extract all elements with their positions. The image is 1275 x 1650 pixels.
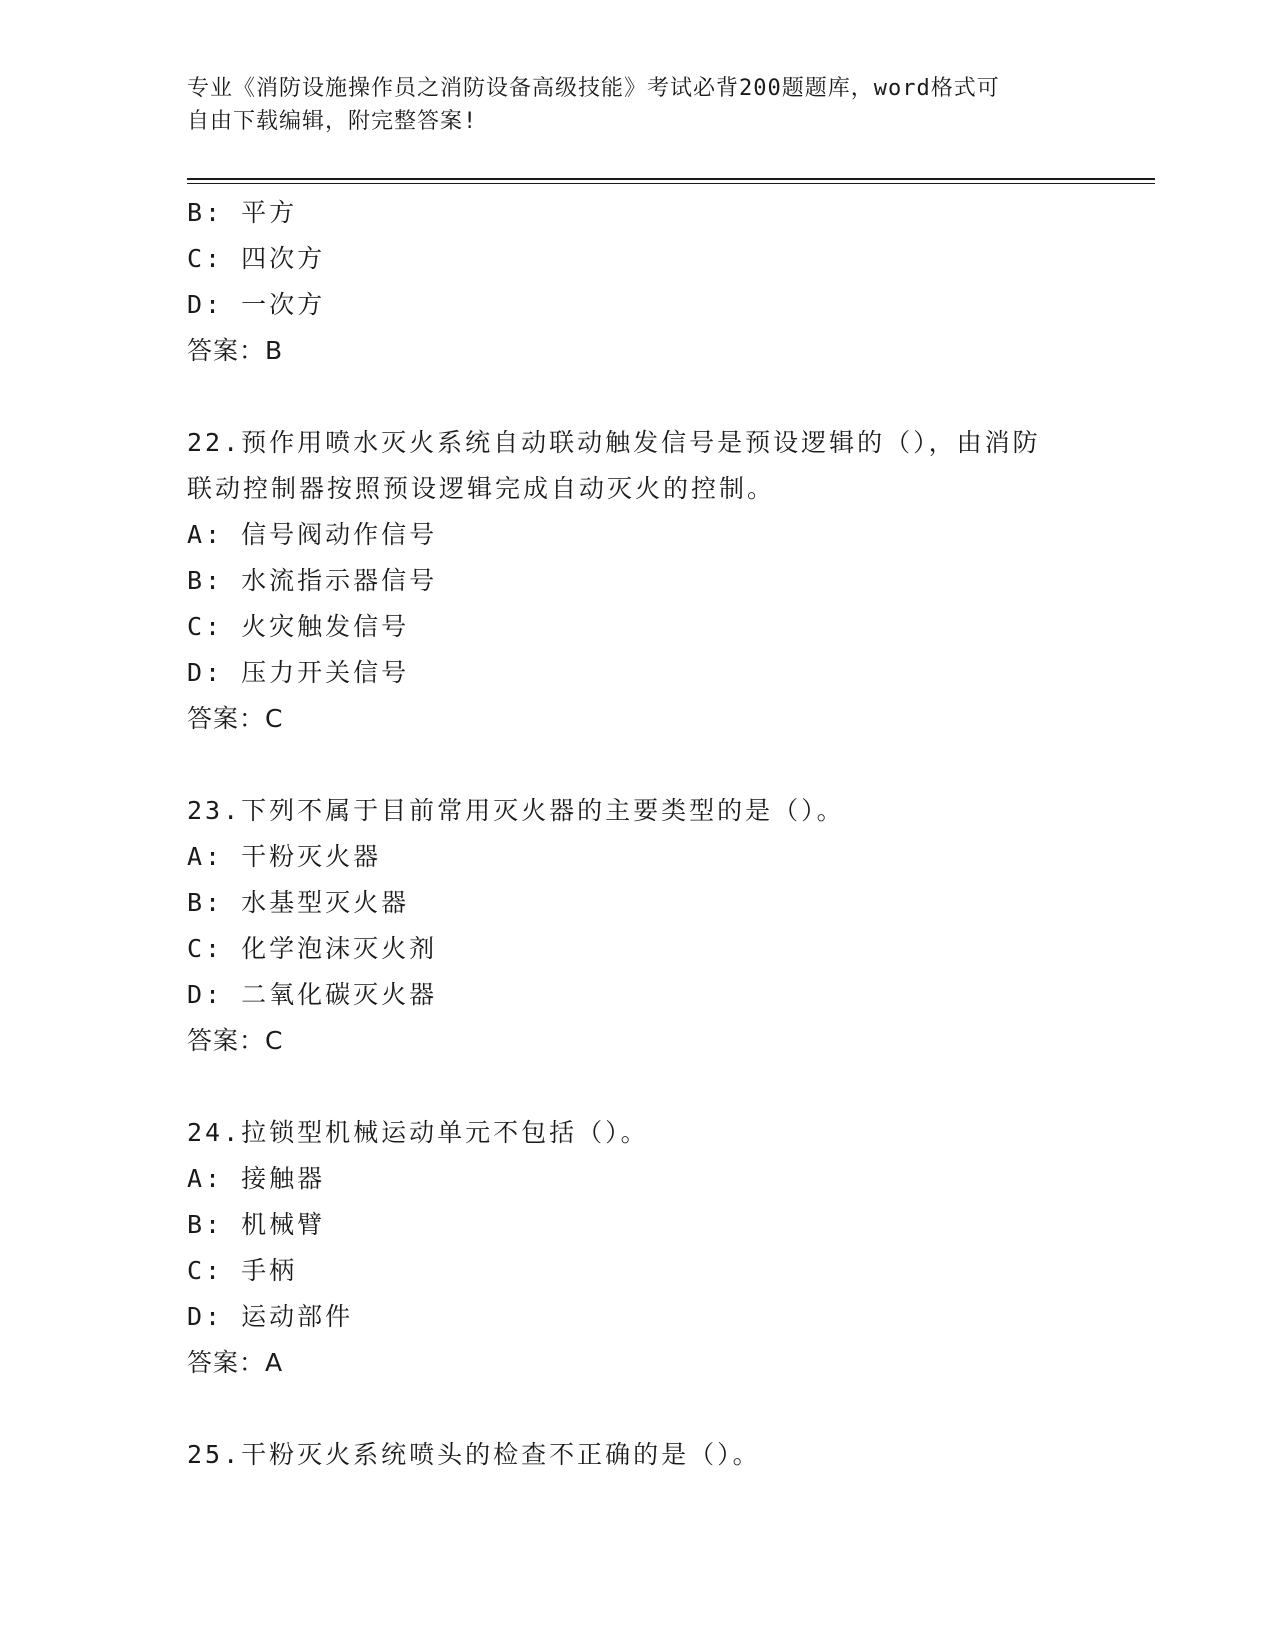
document-body — [187, 190, 1087, 1478]
option-a: A: 接触器 — [187, 1164, 326, 1193]
header-divider — [187, 178, 1155, 184]
spacer — [187, 742, 1087, 788]
spacer — [187, 1386, 1087, 1432]
question-title-line-2: 联动控制器按照预设逻辑完成自动灭火的控制。 — [187, 474, 776, 503]
option-b: B: 机械臂 — [187, 1210, 326, 1239]
spacer — [187, 374, 1087, 420]
option-a: A: 干粉灭火器 — [187, 842, 382, 871]
header-line-2: 自由下载编辑，附完整答案! — [187, 109, 478, 134]
option-d: D: 压力开关信号 — [187, 658, 410, 687]
option-d: D: 二氧化碳灭火器 — [187, 980, 438, 1009]
question-21-tail — [187, 190, 1087, 374]
answer-line: 答案：B — [187, 336, 284, 365]
question-22 — [187, 420, 1087, 742]
question-24 — [187, 1110, 1087, 1386]
question-title: 24.拉锁型机械运动单元不包括（）。 — [187, 1118, 649, 1147]
header-line-1: 专业《消防设施操作员之消防设备高级技能》考试必背200题题库，word格式可 — [187, 76, 1000, 101]
option-d: D: 运动部件 — [187, 1302, 354, 1331]
answer-line: 答案：C — [187, 1026, 284, 1055]
question-title: 25.干粉灭火系统喷头的检查不正确的是（）。 — [187, 1440, 761, 1469]
option-d: D: 一次方 — [187, 290, 326, 319]
option-c: C: 四次方 — [187, 244, 326, 273]
option-b: B: 水基型灭火器 — [187, 888, 410, 917]
question-23 — [187, 788, 1087, 1064]
option-b: B: 水流指示器信号 — [187, 566, 438, 595]
question-title: 23.下列不属于目前常用灭火器的主要类型的是（）。 — [187, 796, 845, 825]
spacer — [187, 1064, 1087, 1110]
answer-line: 答案：C — [187, 704, 284, 733]
option-c: C: 手柄 — [187, 1256, 298, 1285]
option-c: C: 火灾触发信号 — [187, 612, 410, 641]
document-header — [187, 72, 1087, 138]
option-c: C: 化学泡沫灭火剂 — [187, 934, 438, 963]
option-a: A: 信号阀动作信号 — [187, 520, 438, 549]
answer-line: 答案：A — [187, 1348, 284, 1377]
question-title-line-1: 22.预作用喷水灭火系统自动联动触发信号是预设逻辑的（），由消防 — [187, 428, 1041, 457]
question-25 — [187, 1432, 1087, 1478]
option-b: B: 平方 — [187, 198, 298, 227]
